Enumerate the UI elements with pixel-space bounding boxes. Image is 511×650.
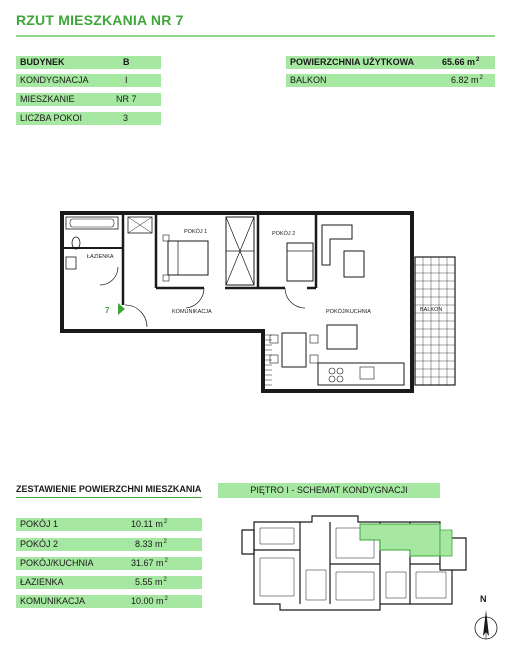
info-value: 6.82 m xyxy=(451,75,479,85)
info-value: 3 xyxy=(123,113,129,123)
summary-label: KOMUNIKACJA xyxy=(20,596,86,606)
entry-number: 7 xyxy=(105,306,110,315)
room-label-bathroom: ŁAZIENKA xyxy=(87,254,114,260)
room-label-room2: POKÓJ 2 xyxy=(272,231,296,237)
usable-area-row xyxy=(286,56,495,69)
info-label: KONDYGNACJA xyxy=(20,75,89,85)
summary-heading: ZESTAWIENIE POWIERZCHNI MIESZKANIA xyxy=(16,484,202,494)
info-label: POWIERZCHNIA UŻYTKOWA xyxy=(290,57,415,67)
unit-sup: 2 xyxy=(479,75,483,81)
info-label: MIESZKANIE xyxy=(20,94,75,104)
room-label-balcony: BALKON xyxy=(420,307,443,313)
info-row-rooms xyxy=(16,112,161,125)
info-value: B xyxy=(123,57,130,67)
room-label-room1: POKÓJ 1 xyxy=(184,229,208,235)
info-label: BUDYNEK xyxy=(20,57,65,67)
unit-sup: 2 xyxy=(164,558,168,564)
summary-row xyxy=(16,538,202,551)
summary-value: 5.55 m xyxy=(135,577,163,587)
north-label: N xyxy=(480,594,487,604)
summary-value: 10.00 m xyxy=(131,596,164,606)
apartment-highlight xyxy=(360,524,440,556)
unit-sup: 2 xyxy=(163,577,167,583)
room-label-living: POKÓJ/KUCHNIA xyxy=(326,309,371,315)
summary-value: 8.33 m xyxy=(135,539,163,549)
title-rule xyxy=(16,35,495,37)
unit-sup: 2 xyxy=(476,57,480,63)
summary-row xyxy=(16,576,202,589)
summary-row xyxy=(16,518,202,531)
summary-value: 31.67 m xyxy=(131,558,164,568)
summary-label: ŁAZIENKA xyxy=(20,577,64,587)
summary-rule xyxy=(16,497,202,498)
info-value: NR 7 xyxy=(116,94,137,104)
summary-row xyxy=(16,557,202,570)
page-title: RZUT MIESZKANIA NR 7 xyxy=(16,12,184,28)
summary-label: POKÓJ/KUCHNIA xyxy=(20,558,94,568)
unit-sup: 2 xyxy=(163,539,167,545)
floor-schema-heading: PIĘTRO I - SCHEMAT KONDYGNACJI xyxy=(218,483,440,498)
summary-label: POKÓJ 1 xyxy=(20,519,59,529)
balcony-highlight xyxy=(440,530,452,556)
info-label: BALKON xyxy=(290,75,327,85)
info-value: I xyxy=(125,75,128,85)
info-row-apartment xyxy=(16,93,161,106)
unit-sup: 2 xyxy=(164,596,168,602)
balcony-area-row xyxy=(286,74,495,87)
summary-row xyxy=(16,595,202,608)
summary-value: 10.11 m xyxy=(131,519,163,529)
apartment-floor-plan xyxy=(0,195,511,410)
info-value: 65.66 m xyxy=(442,57,476,67)
north-arrow-icon xyxy=(474,606,498,644)
unit-sup: 2 xyxy=(163,519,168,525)
info-row-building xyxy=(16,56,161,69)
info-row-floor xyxy=(16,74,161,87)
info-label: LICZBA POKOI xyxy=(20,113,83,123)
room-label-corridor: KOMUNIKACJA xyxy=(172,309,212,315)
floor-schema-diagram xyxy=(240,510,470,614)
summary-label: POKÓJ 2 xyxy=(20,539,59,549)
